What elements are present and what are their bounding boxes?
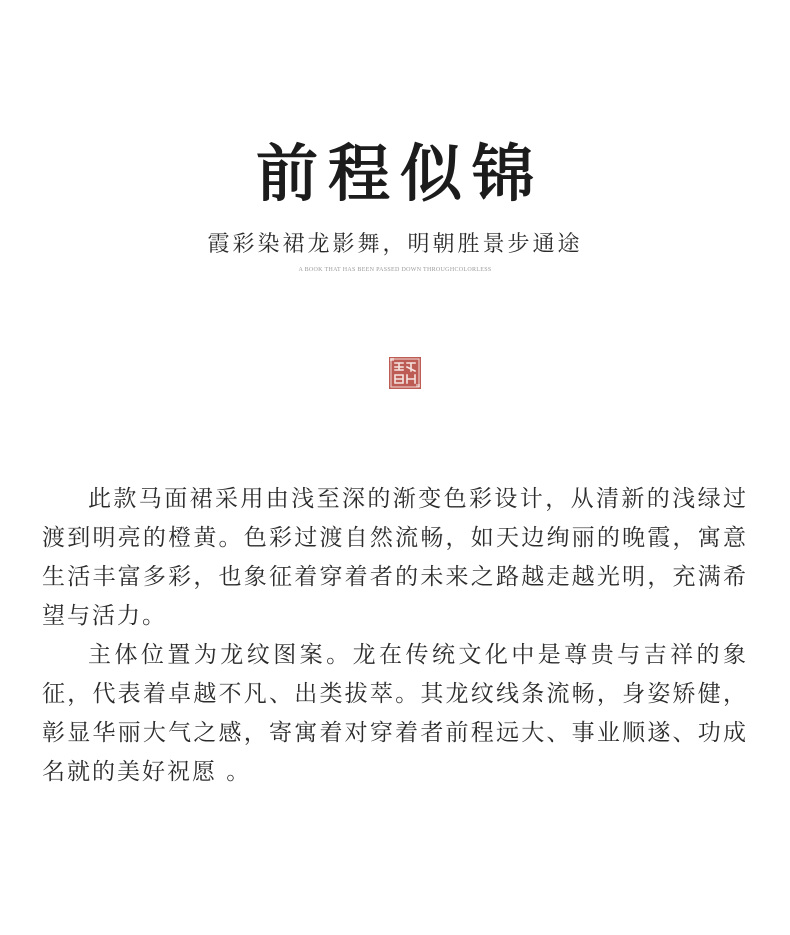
english-tagline: A BOOK THAT HAS BEEN PASSED DOWN THROUGHCOLORLESS [298, 267, 492, 273]
description-paragraph-1: 此款马面裙采用由浅至深的渐变色彩设计，从清新的浅绿过渡到明亮的橙黄。色彩过渡自然流畅，如天边绚丽的晚霞，寓意生活丰富多彩，也象征着穿着者的未来之路越走越光明，充满希望与活力。 [42, 486, 748, 629]
description-body [42, 480, 748, 792]
seal-stamp-icon [388, 356, 422, 390]
page-subtitle: 霞彩染裙龙影舞，明朝胜景步通途 [207, 232, 583, 257]
description-paragraph-2: 主体位置为龙纹图案。龙在传统文化中是尊贵与吉祥的象征，代表着卓越不凡、出类拔萃。其龙纹线条流畅，身姿矫健，彰显华丽大气之感，寄寓着对穿着者前程远大、事业顺遂、功成名就的美好祝愿 。 [42, 642, 748, 785]
page-title: 前程似锦 [255, 137, 544, 210]
